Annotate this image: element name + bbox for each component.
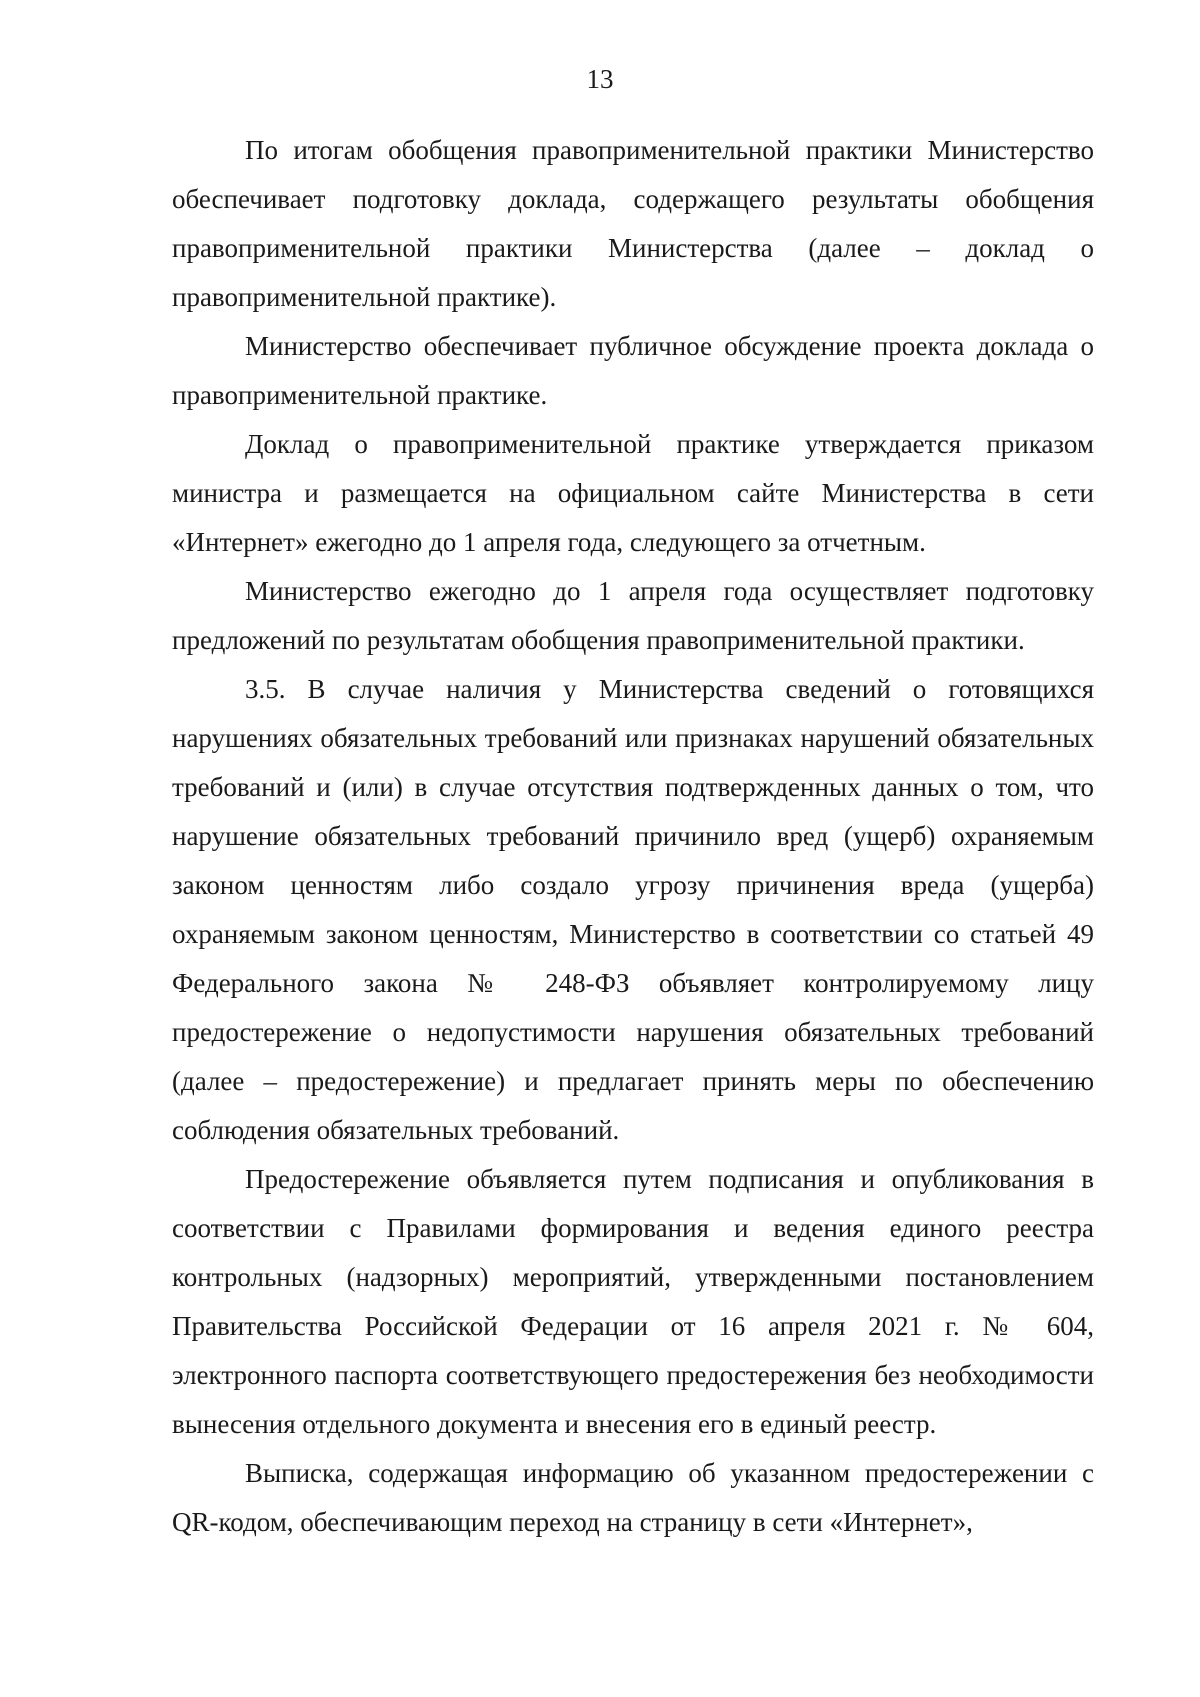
paragraph-section-3-5: 3.5. В случае наличия у Министерства сведений о готовящихся нарушениях обязательных требований или признаках нарушений обязательных требований и (или) в случае отсутствия подтвержденных данных о том, что нарушение обязательных требований причинило вред (ущерб) охраняемым законом ценностям либо создало угрозу причинения вреда (ущерба) охраняемым законом ценностям, Министерство в соответствии со статьей 49 Федерального закона № 248-ФЗ объявляет контролируемому лицу предостережение о недопустимости нарушения обязательных требований (далее – предостережение) и предлагает принять меры по обеспечению соблюдения обязательных требований.: [172, 674, 1094, 1145]
paragraph-extract-qr-code: Выписка, содержащая информацию об указанном предостережении с QR-кодом, обеспечивающим переход на страницу в сети «Интернет»,: [172, 1458, 1094, 1537]
document-body: [172, 126, 1094, 1547]
paragraph-proposals-preparation: Министерство ежегодно до 1 апреля года осуществляет подготовку предложений по результатам обобщения правоприменительной практики.: [172, 576, 1094, 655]
paragraph-public-discussion: Министерство обеспечивает публичное обсуждение проекта доклада о правоприменительной практике.: [172, 331, 1094, 410]
paragraph-warning-announcement: Предостережение объявляется путем подписания и опубликования в соответствии с Правилами формирования и ведения единого реестра контрольных (надзорных) мероприятий, утвержденными постановлением Правительства Российской Федерации от 16 апреля 2021 г. № 604, электронного паспорта соответствующего предостережения без необходимости вынесения отдельного документа и внесения его в единый реестр.: [172, 1164, 1094, 1439]
paragraph-report-approval: Доклад о правоприменительной практике утверждается приказом министра и размещается на официальном сайте Министерства в сети «Интернет» ежегодно до 1 апреля года, следующего за отчетным.: [172, 429, 1094, 557]
page-number: 13: [586, 64, 614, 94]
paragraph-report-preparation: По итогам обобщения правоприменительной практики Министерство обеспечивает подготовку доклада, содержащего результаты обобщения правоприменительной практики Министерства (далее – доклад о правоприменительной практике).: [172, 135, 1094, 312]
